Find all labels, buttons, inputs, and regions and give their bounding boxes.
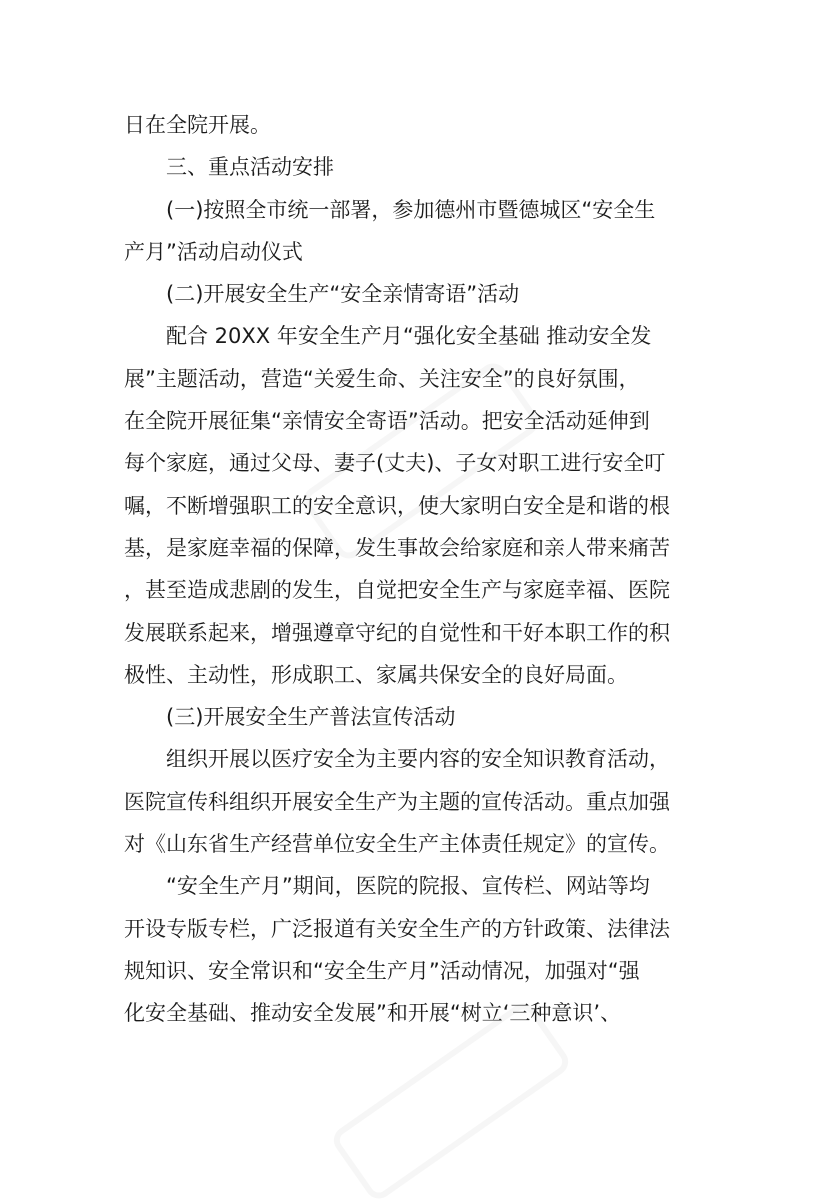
text-line: 规知识、安全常识和“安全生产月”活动情况，加强对“强 [124,958,640,983]
subsection-heading: (三)开展安全生产普法宣传活动 [166,705,456,730]
text-line: 极性、主动性，形成职工、家属共保安全的良好局面。 [124,662,628,687]
text-line: 发展联系起来，增强遵章守纪的自觉性和干好本职工作的积 [124,620,670,645]
text-line: 产月”活动启动仪式 [124,239,303,264]
section-heading: 三、重点活动安排 [166,155,334,180]
text-line: ，甚至造成悲剧的发生，自觉把安全生产与家庭幸福、医院 [124,578,670,603]
text-line: 医院宣传科组织开展安全生产为主题的宣传活动。重点加强 [124,789,670,814]
text-line: 化安全基础、推动安全发展”和开展“树立‘三种意识’、 [124,1001,622,1026]
document-body [124,104,708,1035]
text-line: “安全生产月”期间，医院的院报、宣传栏、网站等均 [166,874,650,899]
text-line: 基，是家庭幸福的保障，发生事故会给家庭和亲人带来痛苦 [124,535,670,560]
text-line: 组织开展以医疗安全为主要内容的安全知识教育活动， [166,747,670,772]
text-line: 对《山东省生产经营单位安全生产主体责任规定》的宣传。 [124,832,670,857]
text-line: 开设专版专栏，广泛报道有关安全生产的方针政策、法律法 [124,916,670,941]
text-line: (一)按照全市统一部署，参加德州市暨德城区“安全生 [166,197,656,222]
text-line: 日在全院开展。 [124,113,271,137]
text-line: 嘱，不断增强职工的安全意识，使大家明白安全是和谐的根 [124,493,670,518]
text-line: 在全院开展征集“亲情安全寄语”活动。把安全活动延伸到 [124,409,650,434]
text-line: 每个家庭，通过父母、妻子(丈夫)、子女对职工进行安全叮 [124,451,666,476]
subsection-heading: (二)开展安全生产“安全亲情寄语”活动 [166,282,520,307]
text-line: 展”主题活动，营造“关爱生命、关注安全”的良好氛围， [124,366,640,391]
text-line: 配合 20XX 年安全生产月“强化安全基础 推动安全发 [166,324,652,349]
